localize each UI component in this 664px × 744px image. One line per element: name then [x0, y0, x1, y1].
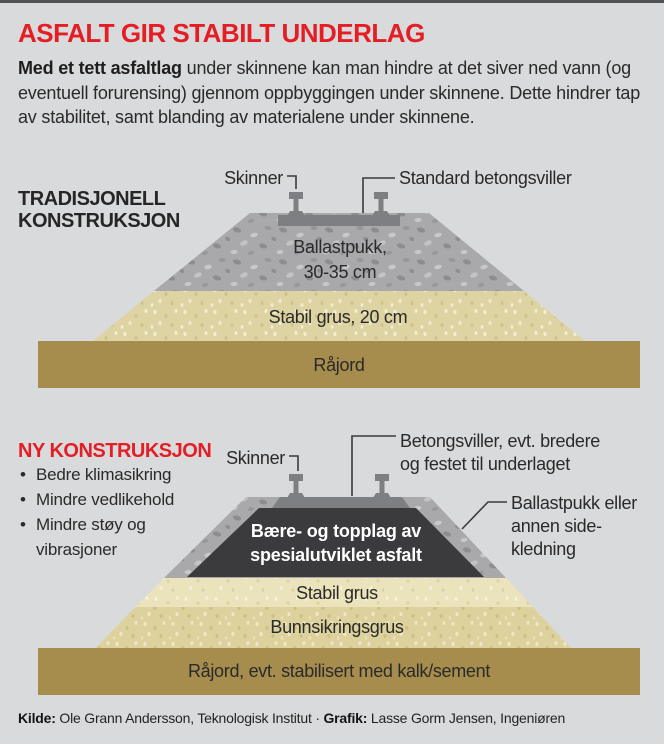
sleeper-label-line2: og festet til underlaget: [400, 454, 570, 474]
source-text: Ole Grann Andersson, Teknologisk Institut ·: [55, 710, 324, 726]
page-title: ASFALT GIR STABILT UNDERLAG: [18, 18, 425, 48]
cladding-label-line2: annen side-: [511, 516, 602, 536]
sleeper-leader-line: [352, 436, 396, 496]
rails-leader-line: [289, 456, 298, 471]
cladding-leader-line: [462, 502, 507, 529]
traditional-diagram: [38, 168, 640, 388]
sleeper-bar: [278, 215, 400, 226]
credit-text: Lasse Gorm Jensen, Ingeniøren: [367, 710, 566, 726]
new-construction-heading: NY KONSTRUKSJON: [18, 440, 212, 462]
cladding-label-line1: Ballastpukk eller: [511, 493, 637, 513]
benefit-text: Bedre klimasikring: [36, 465, 172, 484]
bullet-icon: •: [20, 465, 26, 484]
subsoil-label: Råjord, evt. stabilisert med kalk/sement: [187, 661, 491, 681]
new-construction-diagram: [38, 431, 640, 695]
ballast-label-line1: Ballastpukk,: [293, 237, 387, 257]
credit-label: Grafik:: [323, 710, 368, 726]
sleeper-label: Standard betongsviller: [399, 168, 572, 188]
rails-label: Skinner: [224, 168, 283, 188]
sleeper-bar: [272, 497, 410, 508]
rail-right-icon: [372, 192, 390, 216]
traditional-heading-line1: TRADISJONELL: [18, 188, 166, 210]
rail-left-icon: [287, 474, 305, 498]
ballast-label-line2: 30-35 cm: [303, 262, 377, 282]
asphalt-label-line1: Bære- og topplag av: [250, 521, 422, 541]
source-label: Kilde:: [18, 710, 56, 726]
rail-left-icon: [287, 192, 305, 216]
benefit-text: Mindre støy og vibrasjoner: [36, 515, 146, 559]
rails-label: Skinner: [226, 448, 285, 468]
gravel-label: Stabil grus: [296, 583, 378, 603]
bullet-icon: •: [20, 490, 26, 509]
bottom-gravel-label: Bunnsikringsgrus: [270, 617, 404, 637]
subsoil-label: Råjord: [313, 355, 365, 375]
benefit-text: Mindre vedlikehold: [36, 490, 175, 509]
asphalt-label-line2: spesialutviklet asfalt: [250, 545, 422, 565]
rails-leader-line: [287, 176, 296, 189]
credits-footer: [18, 710, 658, 726]
gravel-label: Stabil grus, 20 cm: [268, 307, 408, 327]
sleeper-label-line1: Betongsviller, evt. bredere: [400, 431, 601, 451]
bullet-icon: •: [20, 515, 26, 534]
cladding-label-line3: kledning: [511, 539, 576, 559]
rail-right-icon: [373, 474, 391, 498]
traditional-heading-line2: KONSTRUKSJON: [18, 210, 180, 232]
intro-body-text: under skinnene kan man hindre at det siver ned vann (og eventuell forurensing) gjennom oppbyggingen under skinnene. Dette hindrer tap av stabilitet, samt blanding av materialene under skinnene.: [18, 58, 641, 127]
intro-lead-bold: Med et tett asfaltlag: [18, 58, 182, 78]
